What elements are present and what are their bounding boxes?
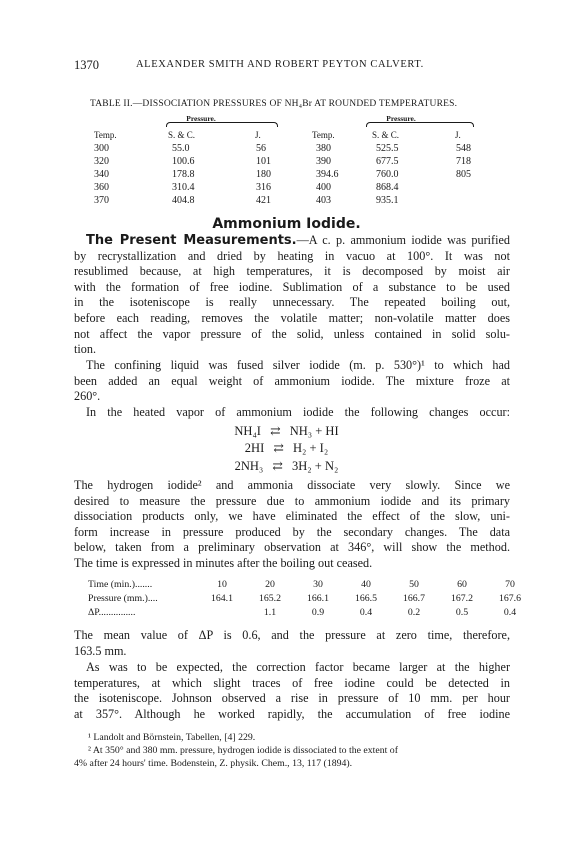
data-row-time [88,579,515,592]
table-cell: 380 [316,143,331,154]
paragraph-present-measurements [74,233,510,358]
col-header-temp-left: Temp. [94,130,117,140]
table-cell: 404.8 [172,195,195,206]
data-cell: 20 [265,579,275,590]
data-row-delta [88,607,517,620]
text-line: temperatures, at which slight traces of free iodine could be detected in [74,675,510,690]
table-cell: 805 [456,169,471,180]
paragraph-dissociation [74,478,510,572]
text-line: The confining liquid was fused silver iodide (m. p. 530°)¹ to which had [86,358,510,372]
equation-3: 2NH₃ ⇄ 3H₂ + N₂ [234,459,339,473]
page-number: 1370 [74,58,99,72]
text-line: In the heated vapor of ammonium iodide the following changes occur: [86,405,510,419]
col-header-sc-right: S. & C. [372,130,400,140]
section-title: Ammonium Iodide. [212,216,361,232]
data-cell: 166.7 [402,593,426,604]
footnote-2-line-1: ² At 350° and 380 mm. pressure, hydrogen iodide is dissociated to the extent of [88,745,398,756]
data-cell: 70 [505,579,515,590]
text-line: desired to measure the pressure due to ammonium iodide and its primary [74,493,510,508]
text-line: with the formation of free iodine. Sublimation of a substance to be used [74,279,510,294]
data-cell: 166.1 [306,593,330,604]
table-cell: 340 [94,169,109,180]
table-cell: 310.4 [172,182,195,193]
table-cell: 178.8 [172,169,195,180]
table-caption: TABLE II.—DISSOCIATION PRESSURES OF NH₄Br AT ROUNDED TEMPERATURES. [90,99,458,109]
data-cell: 0.4 [359,607,373,618]
text-line: the isoteniscope. Johnson observed a rise in pressure of 10 mm. per hour [74,691,510,706]
table-cell: 316 [256,182,271,193]
data-row-pressure [88,593,522,606]
table-cell: 390 [316,156,331,167]
text-line: The Present Measurements.—A c. p. ammonium iodide was purified [86,233,510,248]
data-cell: 10 [217,579,227,590]
text-line: dissociation products only, we have eliminated the effect of the slow, uni- [74,509,510,524]
data-cell: 0.9 [311,607,325,618]
text-line: not affect the vapor pressure of the solid, unless contained in solid solu- [74,326,510,341]
text-line: The time is expressed in minutes after the boiling out ceased. [74,555,373,570]
col-header-j-right: J. [455,130,461,140]
lead-in-heading: The Present Measurements. [86,233,297,248]
data-cell: 0.4 [503,607,517,618]
equation-2: 2HI ⇄ H₂ + I₂ [244,441,329,455]
table-cell: 56 [256,143,266,154]
data-cell: 50 [409,579,419,590]
paragraph-confining-liquid [74,358,510,405]
text-line: 260°. [74,389,101,404]
text-line: been added an equal weight of ammonium iodide. The mixture froze at [74,373,510,388]
text-line: 163.5 mm. [74,643,127,658]
text-line: form increase in pressure produced by the secondary changes. The data [74,524,510,539]
paragraph-correction-factor [74,660,510,722]
data-cell: 165.2 [258,593,282,604]
table-cell: 677.5 [376,156,399,167]
pressure-brace-left [166,122,278,127]
text-line: The mean value of ΔP is 0.6, and the pressure at zero time, therefore, [74,628,510,642]
table-cell: 548 [456,143,471,154]
text-line: The hydrogen iodide² and ammonia dissociate very slowly. Since we [74,478,510,492]
table-cell: 394.6 [316,169,339,180]
row-label: ΔP............... [88,607,136,618]
pressure-group-label-left: Pressure. [186,114,216,123]
equilibrium-arrow-icon: ⇄ [273,441,284,455]
equation-1: NH₄I ⇄ NH₃ + HI [234,424,339,438]
page-header [74,58,506,76]
table-cell: 300 [94,143,109,154]
col-header-sc-left: S. & C. [168,130,196,140]
table-cell: 360 [94,182,109,193]
col-header-temp-right: Temp. [312,130,335,140]
text-line: resublimed because, at high temperatures, it is decomposed by moist air [74,264,510,279]
col-header-j-left: J. [255,130,261,140]
pressure-group-label-right: Pressure. [386,114,416,123]
table-cell: 403 [316,195,331,206]
paragraph-heated-vapor [74,405,510,421]
table-cell: 760.0 [376,169,399,180]
data-cell: 167.2 [450,593,474,604]
footnote-1: ¹ Landolt and Börnstein, Tabellen, [4] 229. [88,732,256,743]
text-line: before each reading, removes the volatile matter; non-volatile matter does [74,310,510,325]
equilibrium-arrow-icon: ⇄ [272,459,283,473]
data-cell: 166.5 [354,593,378,604]
table-cell: 421 [256,195,271,206]
table-cell: 935.1 [376,195,399,206]
text-line: As was to be expected, the correction factor became larger at the higher [86,660,510,674]
data-cell: 1.1 [263,607,277,618]
table-cell: 370 [94,195,109,206]
table-cell: 525.5 [376,143,399,154]
data-cell: 0.2 [407,607,421,618]
text-line: at 357°. Although he worked rapidly, the accumulation of free iodine [74,706,510,721]
footnote-2-line-2: 4% after 24 hours' time. Bodenstein, Z. physik. Chem., 13, 117 (1894). [74,758,353,769]
text-line: below, taken from a preliminary observation at 346°, will show the method. [74,540,510,555]
equilibrium-arrow-icon: ⇄ [270,424,281,438]
text-line: by recrystallization and dried by heating in vacuo at 100°. It was not [74,248,510,263]
table-cell: 320 [94,156,109,167]
data-cell: 30 [313,579,323,590]
table-cell: 100.6 [172,156,195,167]
row-label: Pressure (mm.).... [88,593,158,604]
data-cell: 164.1 [210,593,234,604]
table-cell: 101 [256,156,271,167]
table-cell: 400 [316,182,331,193]
table-cell: 55.0 [172,143,190,154]
table-cell: 868.4 [376,182,399,193]
paragraph-mean-value [74,628,510,659]
data-cell: 0.5 [455,607,469,618]
data-cell: 167.6 [498,593,522,604]
table-cell: 180 [256,169,271,180]
running-head: ALEXANDER SMITH AND ROBERT PEYTON CALVERT. [136,59,424,70]
text-line: tion. [74,342,97,357]
data-cell: 60 [457,579,467,590]
pressure-brace-right [366,122,474,127]
row-label: Time (min.)....... [88,579,153,590]
table-cell: 718 [456,156,471,167]
text-line: in the isoteniscope is really unnecessary. The repeated boiling out, [74,295,510,310]
data-cell: 40 [361,579,371,590]
